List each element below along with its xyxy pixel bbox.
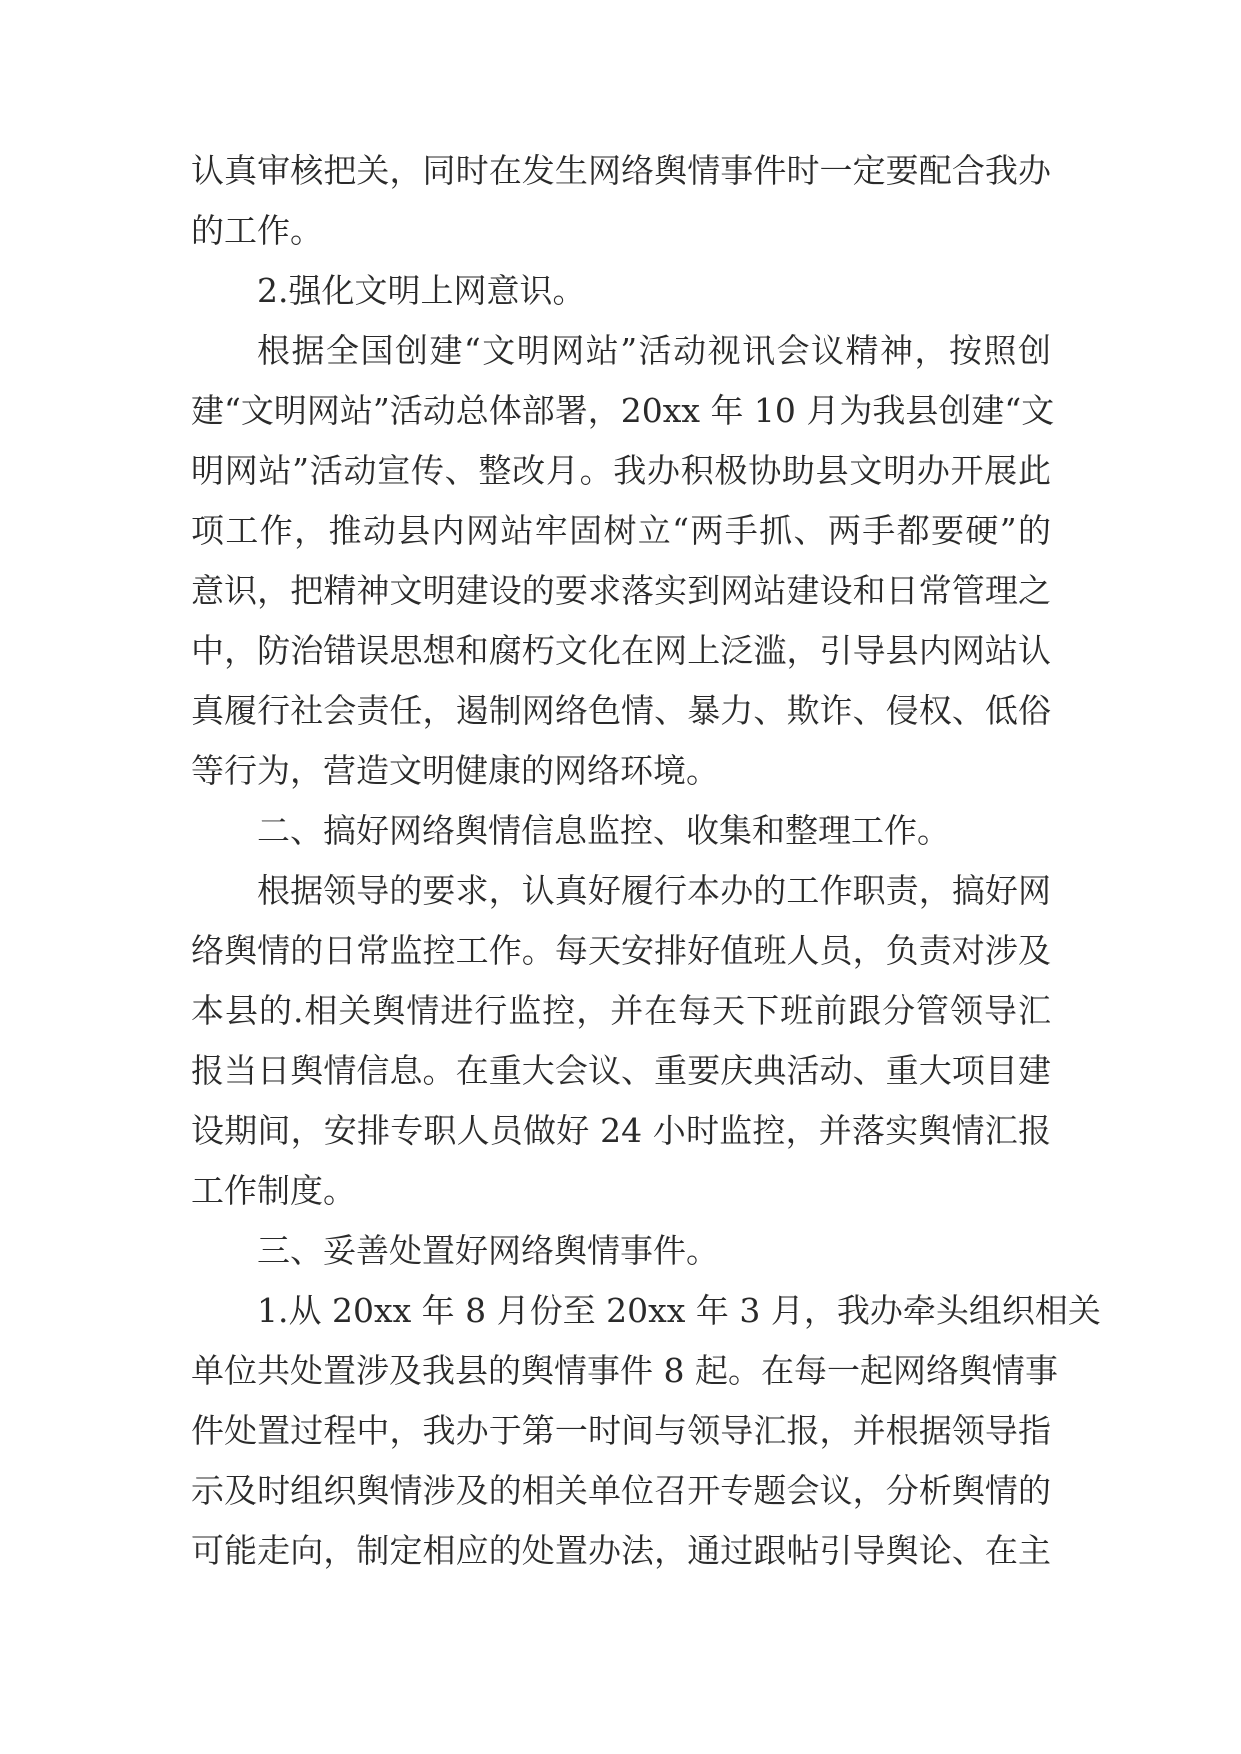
text-line-11: 等行为，营造文明健康的网络环境。: [191, 751, 719, 790]
section-heading-3: 三、妥善处置好网络舆情事件。: [257, 1231, 719, 1270]
text-line-5: 建“文明网站”活动总体部署，20xx 年 10 月为我县创建“文: [191, 391, 1055, 430]
text-line-1: 认真审核把关，同时在发生网络舆情事件时一定要配合我办: [191, 151, 1051, 190]
text-line-2: 的工作。: [191, 211, 323, 250]
text-line-7: 项工作，推动县内网站牢固树立“两手抓、两手都要硬”的: [191, 511, 1051, 550]
text-line-20: 1.从 20xx 年 8 月份至 20xx 年 3 月，我办牵头组织相关: [257, 1291, 1101, 1330]
text-line-8: 意识，把精神文明建设的要求落实到网站建设和日常管理之: [191, 571, 1051, 610]
text-line-4: 根据全国创建“文明网站”活动视讯会议精神，按照创: [257, 331, 1051, 370]
section-heading-2: 二、搞好网络舆情信息监控、收集和整理工作。: [257, 811, 950, 850]
text-line-13: 根据领导的要求，认真好履行本办的工作职责，搞好网: [257, 871, 1051, 910]
subheading-2: 2.强化文明上网意识。: [257, 271, 586, 310]
text-line-16: 报当日舆情信息。在重大会议、重要庆典活动、重大项目建: [191, 1051, 1051, 1090]
text-line-9: 中，防治错误思想和腐朽文化在网上泛滥，引导县内网站认: [191, 631, 1051, 670]
text-line-22: 件处置过程中，我办于第一时间与领导汇报，并根据领导指: [191, 1411, 1051, 1450]
text-line-6: 明网站”活动宣传、整改月。我办积极协助县文明办开展此: [191, 451, 1051, 490]
text-line-23: 示及时组织舆情涉及的相关单位召开专题会议，分析舆情的: [191, 1471, 1051, 1510]
text-line-21: 单位共处置涉及我县的舆情事件 8 起。在每一起网络舆情事: [191, 1351, 1058, 1390]
text-line-18: 工作制度。: [191, 1171, 356, 1210]
text-line-10: 真履行社会责任，遏制网络色情、暴力、欺诈、侵权、低俗: [191, 691, 1051, 730]
text-line-14: 络舆情的日常监控工作。每天安排好值班人员，负责对涉及: [191, 931, 1051, 970]
text-line-24: 可能走向，制定相应的处置办法，通过跟帖引导舆论、在主: [191, 1531, 1051, 1570]
text-line-15: 本县的.相关舆情进行监控，并在每天下班前跟分管领导汇: [191, 991, 1051, 1030]
text-line-17: 设期间，安排专职人员做好 24 小时监控，并落实舆情汇报: [191, 1111, 1051, 1150]
